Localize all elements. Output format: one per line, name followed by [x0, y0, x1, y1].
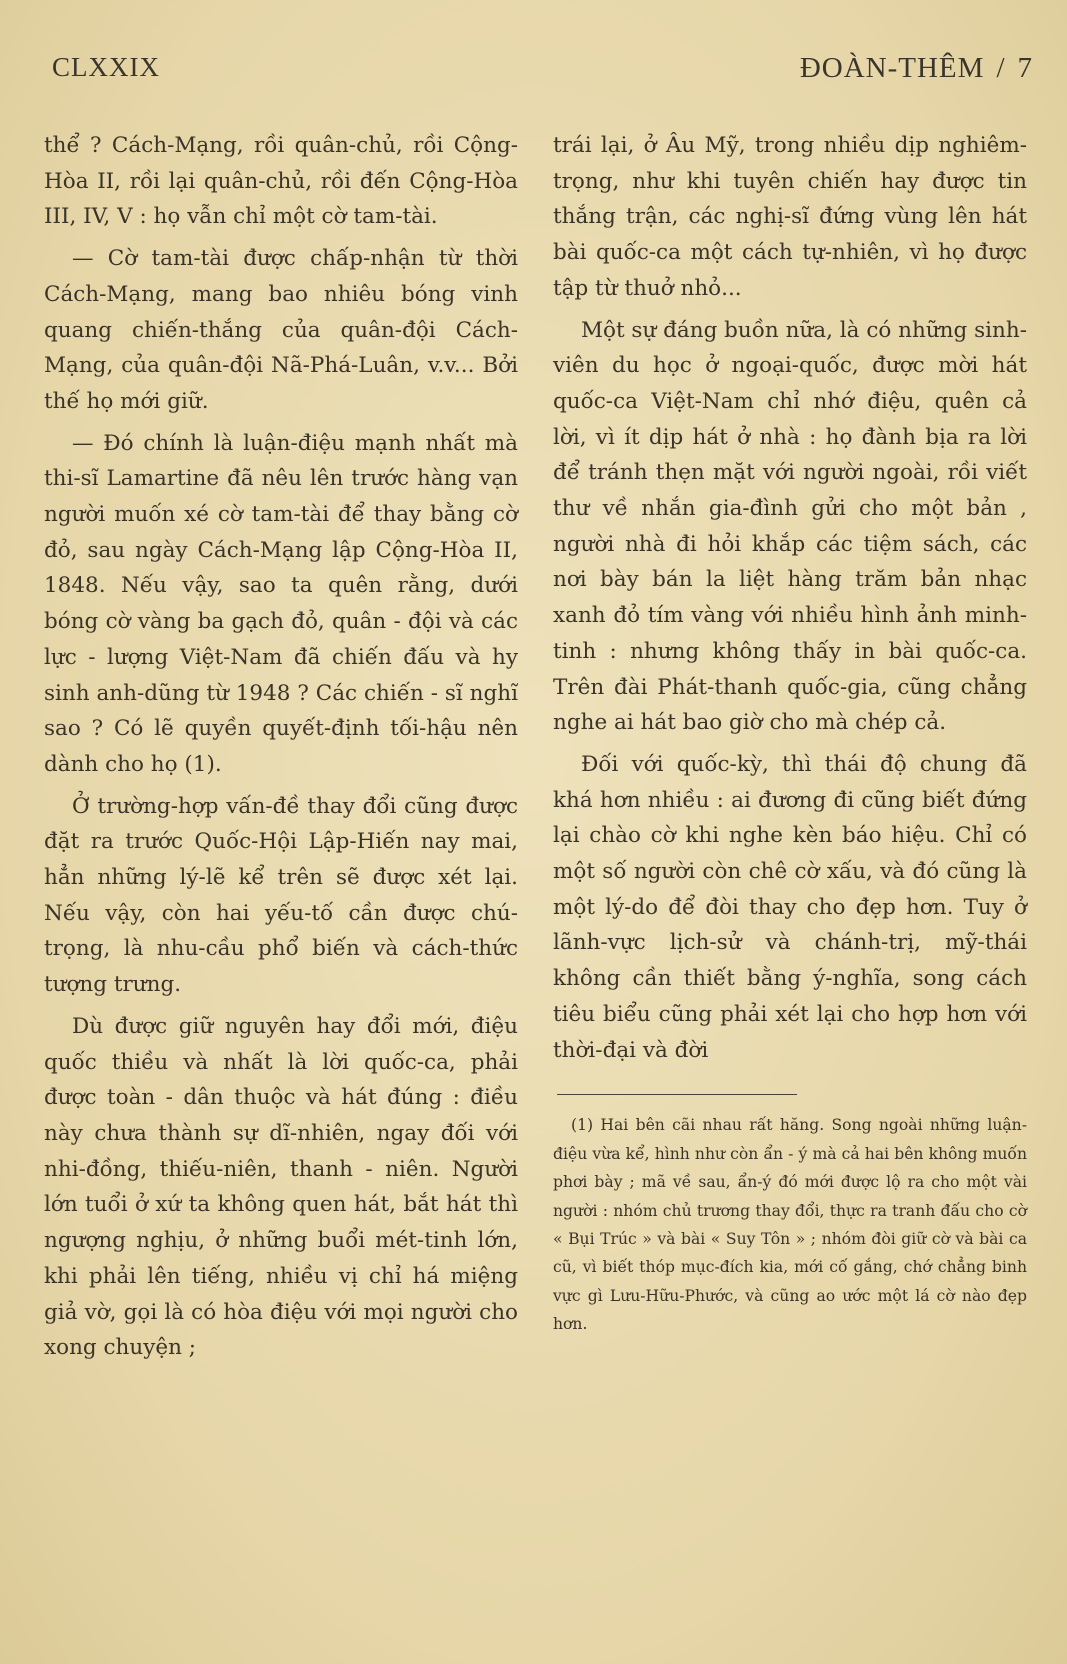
paragraph: Một sự đáng buồn nữa, là có những sinh-viên du học ở ngoại-quốc, được mời hát quốc-ca Việt-Nam chỉ nhớ điệu, quên cả lời, vì ít dịp hát ở nhà : họ đành bịa ra lời để tránh thẹn mặt với người ngoài, rồi viết thư về nhắn gia-đình gửi cho một bản , người nhà đi hỏi khắp các tiệm sách, các nơi bày bán la liệt hàng trăm bản nhạc xanh đỏ tím vàng với nhiều hình ảnh minh-tinh : nhưng không thấy in bài quốc-ca. Trên đài Phát-thanh quốc-gia, cũng chẳng nghe ai hát bao giờ cho mà chép cả. — [553, 317, 1027, 736]
paragraph: Dù được giữ nguyên hay đổi mới, điệu quốc thiều và nhất là lời quốc-ca, phải được toàn - dân thuộc và hát đúng : điều này chưa thành sự dĩ-nhiên, ngay đối với nhi-đồng, thiếu-niên, thanh - niên. Người lớn tuổi ở xứ ta không quen hát, bắt hát thì ngượng nghịu, ở những buổi mét-tinh lớn, khi phải lên tiếng, nhiều vị chỉ há miệng giả vờ, gọi là có hòa điệu với mọi người cho xong chuyện ; — [44, 1013, 518, 1361]
paragraph: — Cờ tam-tài được chấp-nhận từ thời Cách-Mạng, mang bao nhiêu bóng vinh quang chiến-thắng của quân-đội Cách-Mạng, của quân-đội Nã-Phá-Luân, v.v... Bởi thế họ mới giữ. — [44, 246, 518, 414]
footnote-text: (1) Hai bên cãi nhau rất hăng. Song ngoài những luận-điệu vừa kể, hình như còn ẩn - ý mà cả hai bên không muốn phơi bày ; mã về sau, ẩn-ý đó mới được lộ ra cho một vài người : nhóm chủ trương thay đổi, thực ra tranh đấu cho cờ « Bụi Trúc » và bài « Suy Tôn » ; nhóm đòi giữ cờ và bài ca cũ, vì biết thóp mục-đích kia, mới cố gắng, chớ chẳng binh vực gì Lưu-Hữu-Phước, và cũng ao ước một lá cờ nào đẹp hơn. — [553, 1116, 1027, 1334]
page-header — [52, 52, 1033, 92]
paragraph: thể ? Cách-Mạng, rồi quân-chủ, rồi Cộng-Hòa II, rồi lại quân-chủ, rồi đến Cộng-Hòa III, IV, V : họ vẫn chỉ một cờ tam-tài. — [44, 133, 518, 230]
footnote-divider — [557, 1094, 797, 1095]
right-column — [553, 128, 1027, 1339]
paragraph: trái lại, ở Âu Mỹ, trong nhiều dịp nghiêm-trọng, như khi tuyên chiến hay được tin thắng trận, các nghị-sĩ đứng vùng lên hát bài quốc-ca một cách tự-nhiên, vì họ được tập từ thuở nhỏ... — [553, 133, 1027, 301]
author-name: ĐOÀN-THÊM — [799, 52, 985, 84]
left-column — [44, 128, 518, 1366]
footnote — [553, 1111, 1027, 1338]
paragraph: Ở trường-hợp vấn-đề thay đổi cũng được đặt ra trước Quốc-Hội Lập-Hiến nay mai, hẳn những lý-lẽ kể trên sẽ được xét lại. Nếu vậy, còn hai yếu-tố cần được chú-trọng, là nhu-cầu phổ biến và cách-thức tượng trưng. — [44, 793, 518, 998]
paragraph: — Đó chính là luận-điệu mạnh nhất mà thi-sĩ Lamartine đã nêu lên trước hàng vạn người muốn xé cờ tam-tài để thay bằng cờ đỏ, sau ngày Cách-Mạng lập Cộng-Hòa II, 1848. Nếu vậy, sao ta quên rằng, dưới bóng cờ vàng ba gạch đỏ, quân - đội và các lực - lượng Việt-Nam đã chiến đấu và hy sinh anh-dũng từ 1948 ? Các chiến - sĩ nghĩ sao ? Có lẽ quyền quyết-định tối-hậu nên dành cho họ (1). — [44, 430, 518, 777]
page-number: 7 — [1017, 52, 1033, 84]
header-separator: / — [996, 52, 1006, 84]
running-head — [800, 52, 1033, 85]
paragraph: Đối với quốc-kỳ, thì thái độ chung đã khá hơn nhiều : ai đương đi cũng biết đứng lại chào cờ khi nghe kèn báo hiệu. Chỉ có một số người còn chê cờ xấu, và đó cũng là một lý-do để đòi thay cho đẹp hơn. Tuy ở lãnh-vực lịch-sử và chánh-trị, mỹ-thái không cần thiết bằng ý-nghĩa, song cách tiêu biểu cũng phải xét lại cho hợp hơn với thời-đại và đời — [553, 751, 1027, 1063]
folio-roman-numeral: CLXXIX — [52, 52, 160, 82]
